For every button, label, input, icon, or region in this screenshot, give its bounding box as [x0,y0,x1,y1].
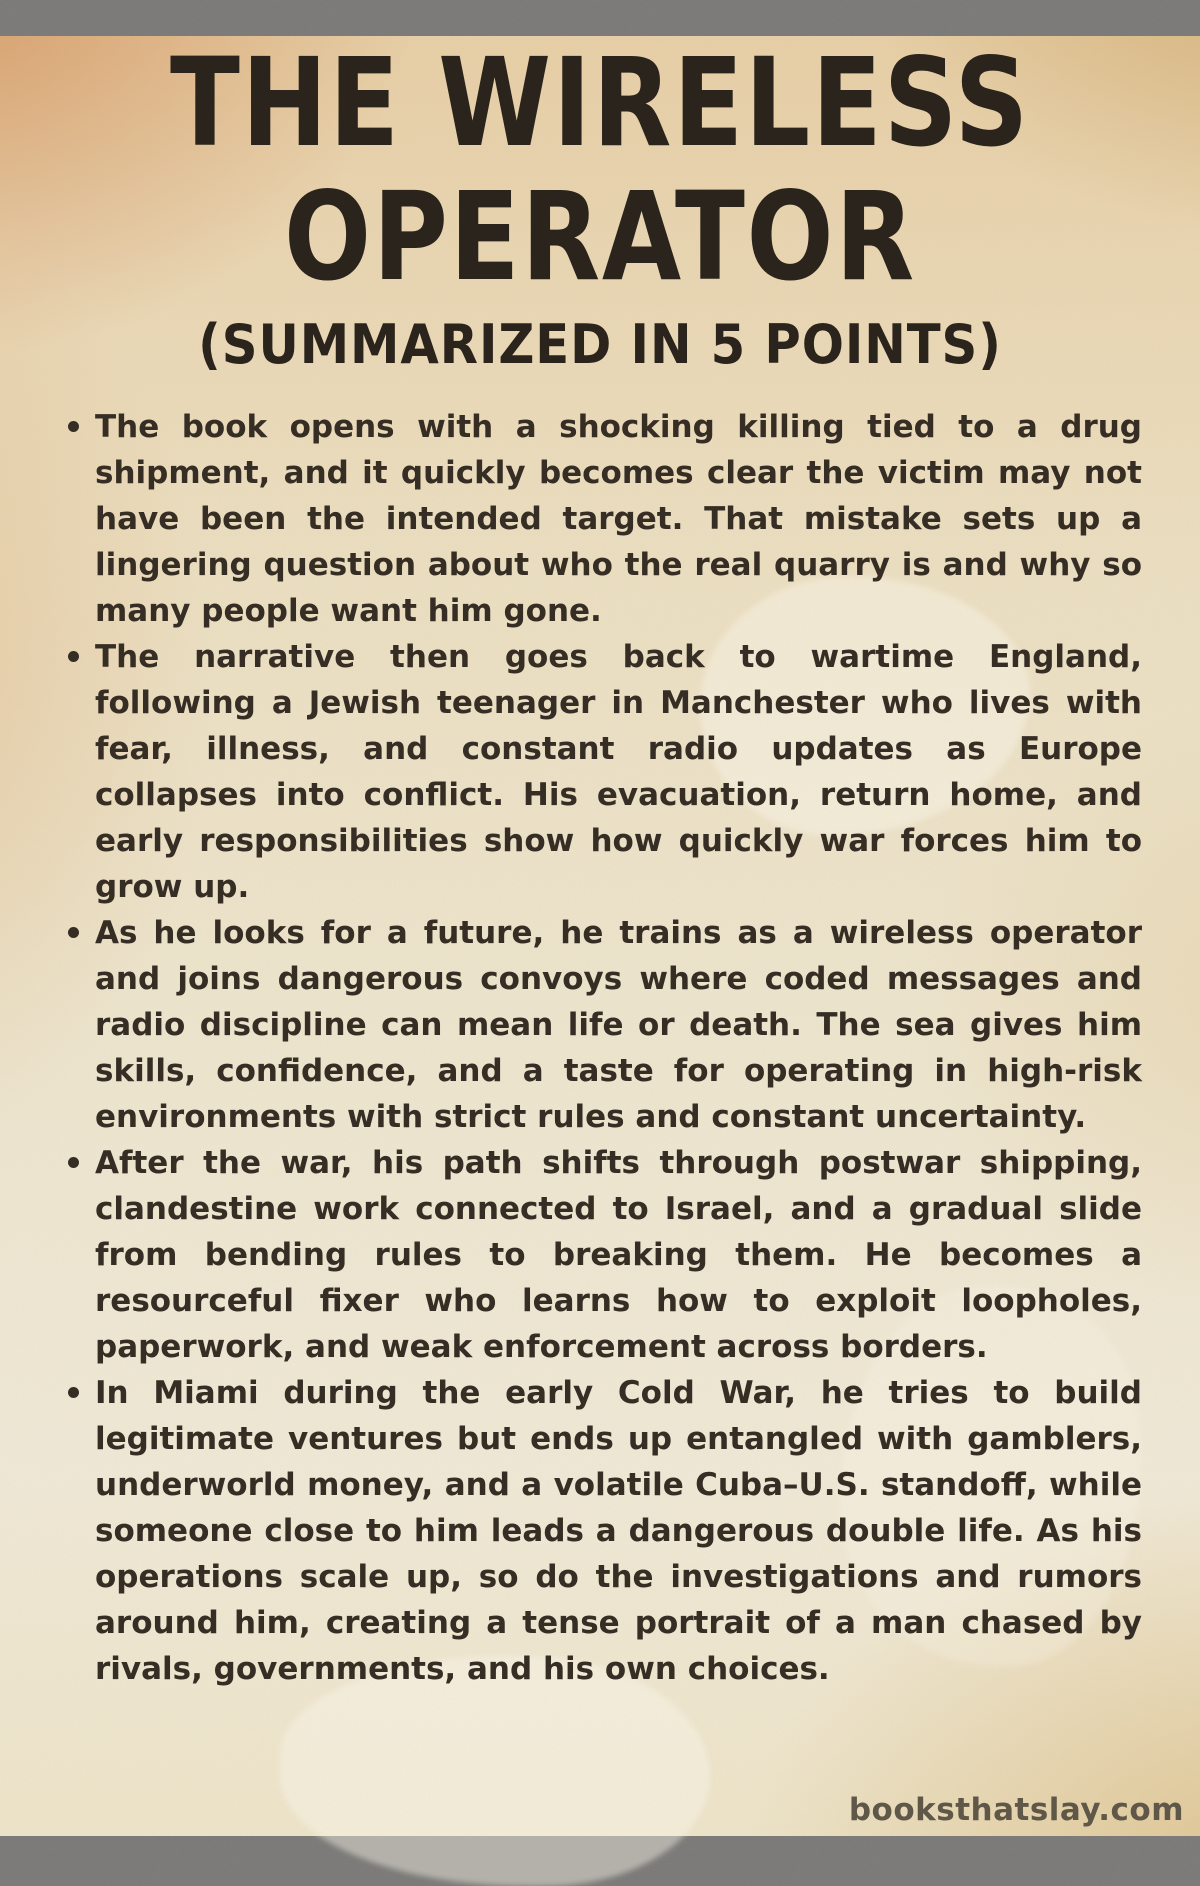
title-line-2: OPERATOR [284,166,916,308]
title-line-1: THE WIRELESS [170,32,1030,174]
summary-point-text: In Miami during the early Cold War, he tries to build legitimate ventures but ends up entangled with gamblers, underworld money, and a volatile Cuba–U.S. standoff, while someone close to him leads a dangerous double life. As his operations scale up, so do the investigations and rumors around him, creating a tense portrait of a man chased by rivals, governments, and his own choices. [95,1375,1142,1687]
bullet-icon [68,1387,79,1398]
page-title [96,32,1104,308]
page-subtitle: (SUMMARIZED IN 5 POINTS) [198,313,1002,376]
bullet-icon [68,1157,79,1168]
list-item [95,634,1142,910]
summary-point-text: After the war, his path shifts through postwar shipping, clandestine work connected to Israel, and a gradual slide from bending rules to breaking them. He becomes a resourceful fixer who learns how to exploit loopholes, paperwork, and weak enforcement across borders. [95,1145,1142,1365]
summary-point-text: The narrative then goes back to wartime England, following a Jewish teenager in Manchester who lives with fear, illness, and constant radio updates as Europe collapses into conflict. His evacuation, return home, and early responsibilities show how quickly war forces him to grow up. [95,639,1142,905]
list-item [95,1140,1142,1370]
summary-point-text: As he looks for a future, he trains as a wireless operator and joins dangerous convoys where coded messages and radio discipline can mean life or death. The sea gives him skills, confidence, and a taste for operating in high-risk environments with strict rules and constant uncertainty. [95,915,1142,1135]
list-item [95,404,1142,634]
list-item [95,910,1142,1140]
bullet-icon [68,421,79,432]
summary-point-text: The book opens with a shocking killing tied to a drug shipment, and it quickly becomes clear the victim may not have been the intended target. That mistake sets up a lingering question about who the real quarry is and why so many people want him gone. [95,409,1142,629]
bullet-icon [68,651,79,662]
book-summary-poster [0,32,1200,1836]
bullet-icon [68,927,79,938]
summary-list [95,404,1142,1692]
list-item [95,1370,1142,1692]
site-watermark: booksthatslay.com [848,1792,1184,1828]
